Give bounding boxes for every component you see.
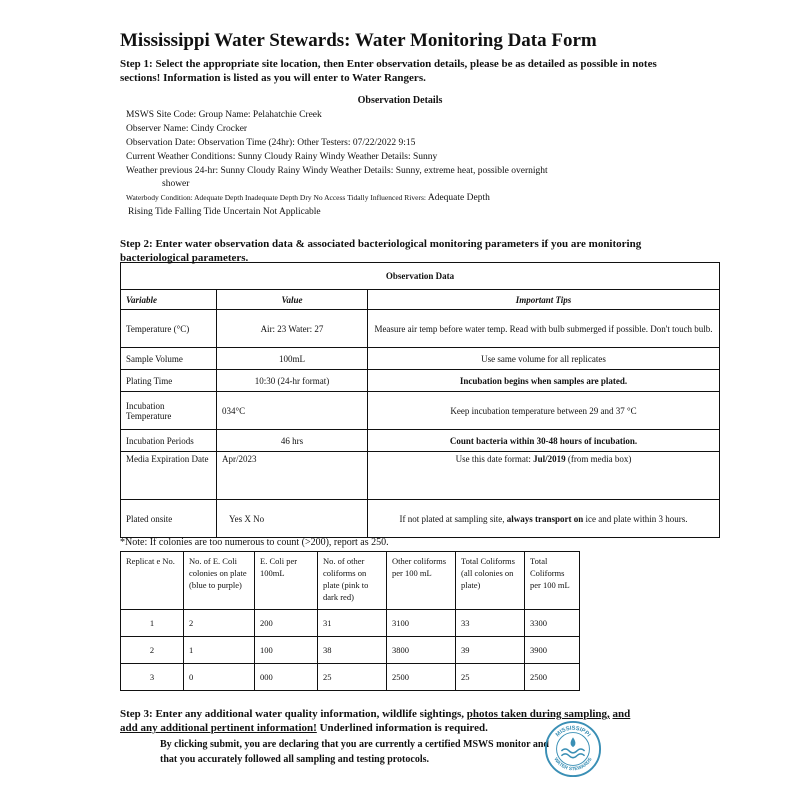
rep-cell[interactable]: 3800 — [387, 637, 456, 664]
table-row — [121, 500, 720, 538]
value-cell[interactable]: 034°C — [217, 392, 368, 430]
value-cell[interactable]: Apr/2023 — [217, 452, 368, 500]
value-cell[interactable]: 100mL — [217, 348, 368, 370]
rep-cell[interactable]: 3100 — [387, 610, 456, 637]
tip-cell: Incubation begins when samples are plated. — [368, 370, 720, 392]
tip-text: ice and plate within 3 hours. — [583, 513, 688, 524]
observer-field[interactable]: Observer Name: Cindy Crocker — [126, 124, 248, 134]
observation-table-title: Observation Data — [121, 263, 720, 290]
table-row — [121, 392, 720, 430]
waterbody-condition-label: Waterbody Condition: Adequate Depth Inadequate Depth Dry No Access Tidally Influenced Rivers: — [126, 193, 428, 202]
tip-bold-text: always transport on — [506, 513, 584, 524]
table-row — [121, 637, 580, 664]
rep-cell[interactable]: 25 — [456, 664, 525, 691]
rep-cell[interactable]: 38 — [318, 637, 387, 664]
variable-cell: Incubation Periods — [121, 430, 217, 452]
tip-cell: Keep incubation temperature between 29 and 37 °C — [368, 392, 720, 430]
rep-cell[interactable]: 33 — [456, 610, 525, 637]
variable-cell: Incubation Temperature — [121, 392, 217, 430]
header-variable: Variable — [121, 290, 217, 310]
step1-instructions: Step 1: Select the appropriate site location, then Enter observation details, please be as detailed as possible in notes sections! Information is listed as you will enter to Water Rangers. — [120, 58, 657, 84]
rep-cell[interactable]: 2 — [184, 610, 255, 637]
tip-cell — [368, 500, 720, 538]
rep-header: Total Coliforms (all colonies on plate) — [456, 552, 525, 610]
variable-cell: Plating Time — [121, 370, 217, 392]
step3-text: Underlined information is required. — [316, 722, 488, 734]
tip-cell: Measure air temp before water temp. Read with bulb submerged if possible. Don't touch bulb. — [368, 310, 720, 348]
step3-underlined-text: and add any additional pertinent information! — [120, 708, 631, 734]
rep-cell[interactable]: 3900 — [525, 637, 580, 664]
table-row — [121, 430, 720, 452]
weather-field[interactable]: Current Weather Conditions: Sunny Cloudy Rainy Windy Weather Details: Sunny — [126, 152, 438, 162]
waterbody-condition-value: Adequate Depth — [427, 193, 490, 203]
replicate-table — [120, 551, 580, 691]
tip-cell: Use same volume for all replicates — [368, 348, 720, 370]
table-row — [121, 370, 720, 392]
rep-cell: 3 — [121, 664, 184, 691]
colony-note: *Note: If colonies are too numerous to count (>200), report as 250. — [120, 537, 389, 548]
tide-field[interactable]: Rising Tide Falling Tide Uncertain Not Applicable — [128, 207, 321, 217]
rep-cell[interactable]: 2500 — [525, 664, 580, 691]
rep-header: No. of other coliforms on plate (pink to dark red) — [318, 552, 387, 610]
tip-bold-text: Jul/2019 — [533, 454, 566, 464]
rep-cell: 2 — [121, 637, 184, 664]
site-code-field[interactable]: MSWS Site Code: Group Name: Pelahatchie Creek — [126, 110, 322, 120]
rep-cell[interactable]: 31 — [318, 610, 387, 637]
tip-text: Use this date format: — [455, 454, 534, 464]
rep-cell[interactable]: 000 — [255, 664, 318, 691]
rep-header: Total Coliforms per 100 mL — [525, 552, 580, 610]
value-cell[interactable]: 10:30 (24-hr format) — [217, 370, 368, 392]
tip-text: (from media box) — [565, 454, 632, 464]
rep-cell[interactable]: 1 — [184, 637, 255, 664]
submit-declaration: By clicking submit, you are declaring that you are currently a certified MSWS monitor and that you accurately followed all sampling and testing protocols. — [160, 739, 549, 765]
step2-instructions: Step 2: Enter water observation data & associated bacteriological monitoring parameters if you are monitoring bacteriological parameters. — [120, 238, 642, 264]
step3-text: Step 3: Enter any additional water quality information, wildlife sightings, — [120, 708, 467, 720]
observation-details-heading: Observation Details — [357, 95, 443, 106]
rep-cell[interactable]: 0 — [184, 664, 255, 691]
step3-underlined-text: photos taken during sampling, — [466, 708, 610, 720]
rep-header: No. of E. Coli colonies on plate (blue to purple) — [184, 552, 255, 610]
form-title: Mississippi Water Stewards: Water Monitoring Data Form — [120, 30, 597, 51]
mississippi-water-stewards-logo — [544, 720, 602, 778]
table-row — [121, 310, 720, 348]
table-row — [121, 348, 720, 370]
svg-text:WATER STEWARDS — [552, 756, 594, 772]
rep-cell[interactable]: 25 — [318, 664, 387, 691]
tip-cell — [368, 452, 720, 500]
observation-date-field[interactable]: Observation Date: Observation Time (24hr): Other Testers: 07/22/2022 9:15 — [126, 138, 416, 148]
header-tips: Important Tips — [368, 290, 720, 310]
logo-text-top: MISSISSIPPI — [554, 725, 592, 739]
table-row — [121, 664, 580, 691]
weather-previous-field[interactable]: Weather previous 24-hr: Sunny Cloudy Rainy Windy Weather Details: Sunny, extreme heat, possible overnight — [126, 166, 548, 176]
logo-text-bottom: WATER STEWARDS — [552, 757, 594, 773]
value-cell[interactable]: Yes X No — [217, 500, 368, 538]
rep-cell[interactable]: 3300 — [525, 610, 580, 637]
tip-text: If not plated at sampling site, — [399, 513, 507, 524]
table-row — [121, 452, 720, 500]
rep-cell[interactable]: 200 — [255, 610, 318, 637]
variable-cell: Media Expiration Date — [121, 452, 217, 500]
rep-header: Other coliforms per 100 mL — [387, 552, 456, 610]
rep-header: E. Coli per 100mL — [255, 552, 318, 610]
rep-cell[interactable]: 100 — [255, 637, 318, 664]
weather-previous-field-cont: shower — [162, 179, 190, 189]
table-row — [121, 610, 580, 637]
rep-header: Replicat e No. — [121, 552, 184, 610]
tip-cell: Count bacteria within 30-48 hours of incubation. — [368, 430, 720, 452]
variable-cell: Temperature (°C) — [121, 310, 217, 348]
value-cell[interactable]: Air: 23 Water: 27 — [217, 310, 368, 348]
value-cell[interactable]: 46 hrs — [217, 430, 368, 452]
rep-cell: 1 — [121, 610, 184, 637]
header-value: Value — [217, 290, 368, 310]
rep-cell[interactable]: 39 — [456, 637, 525, 664]
waterbody-condition-field[interactable] — [126, 193, 490, 203]
variable-cell: Sample Volume — [121, 348, 217, 370]
observation-data-table — [120, 262, 720, 538]
variable-cell: Plated onsite — [121, 500, 217, 538]
rep-cell[interactable]: 2500 — [387, 664, 456, 691]
